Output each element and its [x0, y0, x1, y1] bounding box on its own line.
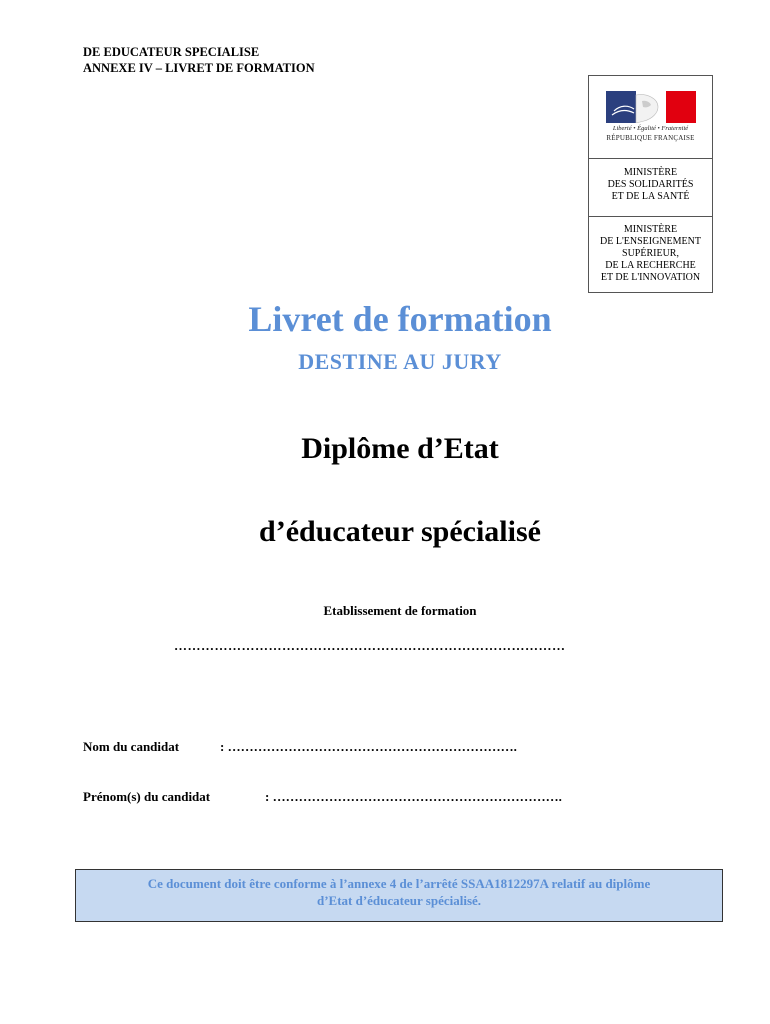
diploma-title-line-1: Diplôme d’Etat: [301, 432, 499, 465]
motto: Liberté • Égalité • Fraternité: [612, 125, 689, 132]
prenom-field[interactable]: : ………………………………………………………….: [265, 789, 562, 804]
ministry-line: MINISTÈRE: [623, 167, 678, 178]
notice-line-2: d’Etat d’éducateur spécialisé.: [316, 893, 482, 908]
page-subtitle: DESTINE AU JURY: [298, 349, 502, 374]
etablissement-field[interactable]: ……………………………………………………………………………: [174, 638, 566, 653]
ministry-line: DE L'ENSEIGNEMENT: [600, 236, 701, 247]
header-line-1: DE EDUCATEUR SPECIALISE: [83, 45, 260, 59]
notice-box: [75, 869, 723, 922]
diploma-title-line-2: d’éducateur spécialisé: [259, 515, 541, 548]
ministry-line: DES SOLIDARITÉS: [607, 179, 694, 190]
ministry-line: ET DE L'INNOVATION: [600, 272, 701, 283]
ministry-line: ET DE LA SANTÉ: [611, 191, 690, 202]
marianne-flag-icon: [606, 91, 696, 123]
ministry-line: SUPÉRIEUR,: [622, 248, 679, 259]
ministry-solidarites: [589, 159, 712, 217]
ministry-line: MINISTÈRE: [623, 224, 678, 235]
page-title: Livret de formation: [248, 299, 552, 339]
header-line-2: ANNEXE IV – LIVRET DE FORMATION: [83, 61, 315, 75]
etablissement-label: Etablissement de formation: [323, 603, 477, 618]
ministry-line: DE LA RECHERCHE: [605, 260, 696, 271]
republique-francaise-logo: [589, 76, 712, 159]
nom-field[interactable]: : ………………………………………………………….: [220, 739, 517, 754]
ministry-logo-box: [588, 75, 713, 293]
document-header: [83, 44, 315, 76]
republique-francaise-text: RÉPUBLIQUE FRANÇAISE: [606, 134, 695, 142]
prenom-label: Prénom(s) du candidat: [83, 789, 211, 804]
ministry-enseignement: [589, 218, 712, 293]
nom-label: Nom du candidat: [83, 739, 180, 754]
notice-line-1: Ce document doit être conforme à l’annexe 4 de l’arrêté SSAA1812297A relatif au diplôme: [147, 876, 651, 891]
